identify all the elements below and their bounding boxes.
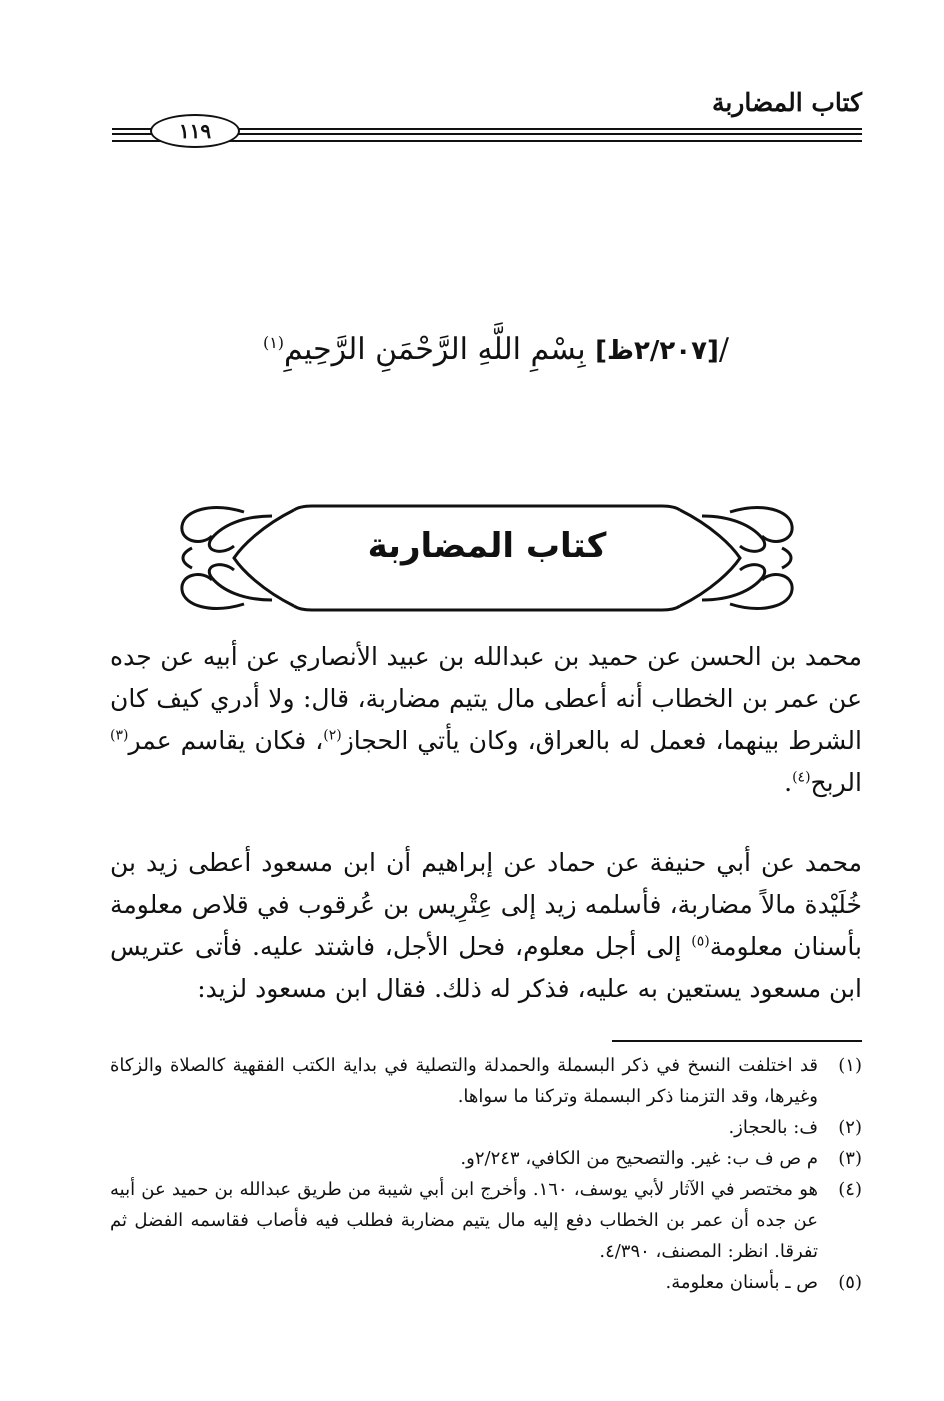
footnote-number: (٢): [838, 1117, 862, 1138]
paragraph-text: ، فكان يقاسم عمر: [128, 726, 324, 755]
footnote-number: (١): [838, 1055, 862, 1076]
footnote-text: ص ـ بأسنان معلومة.: [665, 1272, 818, 1293]
footnote-item: [110, 1143, 862, 1174]
footnote-ref: (٥): [691, 933, 710, 950]
footnote-item: [110, 1174, 862, 1267]
body-paragraph-1: [110, 636, 862, 804]
footnotes: [110, 1050, 862, 1298]
footnote-number: (٤): [838, 1179, 862, 1200]
footnote-ref: (٢): [323, 727, 342, 744]
paragraph-text: إلى أجل معلوم، فحل الأجل، فاشتد عليه. فأتى عتريس ابن مسعود يستعين به عليه، فذكر له ذلك. فقال ابن مسعود لزيد:: [110, 932, 862, 1003]
footnote-item: [110, 1112, 862, 1143]
footnote-item: [110, 1267, 862, 1298]
page-number-text: ١١٩: [178, 119, 212, 143]
basmala-text: بِسْمِ اللَّهِ الرَّحْمَنِ الرَّحِيمِ: [284, 332, 586, 367]
footnote-separator: [612, 1040, 862, 1042]
footnote-text: قد اختلفت النسخ في ذكر البسملة والحمدلة والتصلية في بداية الكتب الفقهية كالصلاة والزكاة وغيرها، وقد التزمنا ذكر البسملة وتركنا ما سواها.: [110, 1055, 818, 1107]
chapter-title: كتاب المضاربة: [367, 526, 607, 566]
footnote-text: ف: بالحجاز.: [728, 1117, 818, 1138]
chapter-banner: [172, 496, 802, 620]
manuscript-ref: [٢/٢٠٧ظ]: [595, 336, 719, 366]
basmala-footnote-mark: (١): [262, 333, 285, 352]
footnote-text: م ص ف ب: غير. والتصحيح من الكافي، ٢/٢٤٣و.: [460, 1148, 818, 1169]
footnote-ref: (٤): [792, 769, 811, 786]
paragraph-text: .: [784, 768, 793, 797]
page-number: [150, 114, 240, 148]
footnote-ref: (٣): [110, 727, 129, 744]
footnote-number: (٥): [838, 1272, 862, 1293]
basmala-line: [263, 332, 729, 367]
footnote-item: [110, 1050, 862, 1112]
footnote-number: (٣): [838, 1148, 862, 1169]
paragraph-text: محمد عن أبي حنيفة عن حماد عن إبراهيم أن ابن مسعود أعطى زيد بن خُلَيْدة مالاً مضاربة، فأسلمه زيد إلى عِتْرِيس بن عُرقوب في قلاص معلومة بأسنان معلومة: [110, 848, 863, 961]
basmala-prefix: /: [718, 332, 729, 367]
footnote-text: هو مختصر في الآثار لأبي يوسف، ١٦٠. وأخرج ابن أبي شيبة من طريق عبدالله بن حميد عن أبيه عن جده أن عمر بن الخطاب دفع إليه مال يتيم مضاربة فطلب فيه فأصاب فقاسمه الفضل ثم تفرقا. انظر: المصنف، ٤/٣٩٠.: [110, 1179, 818, 1262]
paragraph-text: الربح: [810, 768, 862, 797]
paragraph-text: محمد بن الحسن عن حميد بن عبدالله بن عبيد الأنصاري عن أبيه عن جده عن عمر بن الخطاب أنه أعطى مال يتيم مضاربة، قال: ولا أدري كيف كان الشرط بينهما، فعمل له بالعراق، وكان يأتي الحجاز: [110, 642, 862, 755]
body-paragraph-2: [110, 842, 862, 1010]
running-title: كتاب المضاربة: [711, 88, 862, 117]
